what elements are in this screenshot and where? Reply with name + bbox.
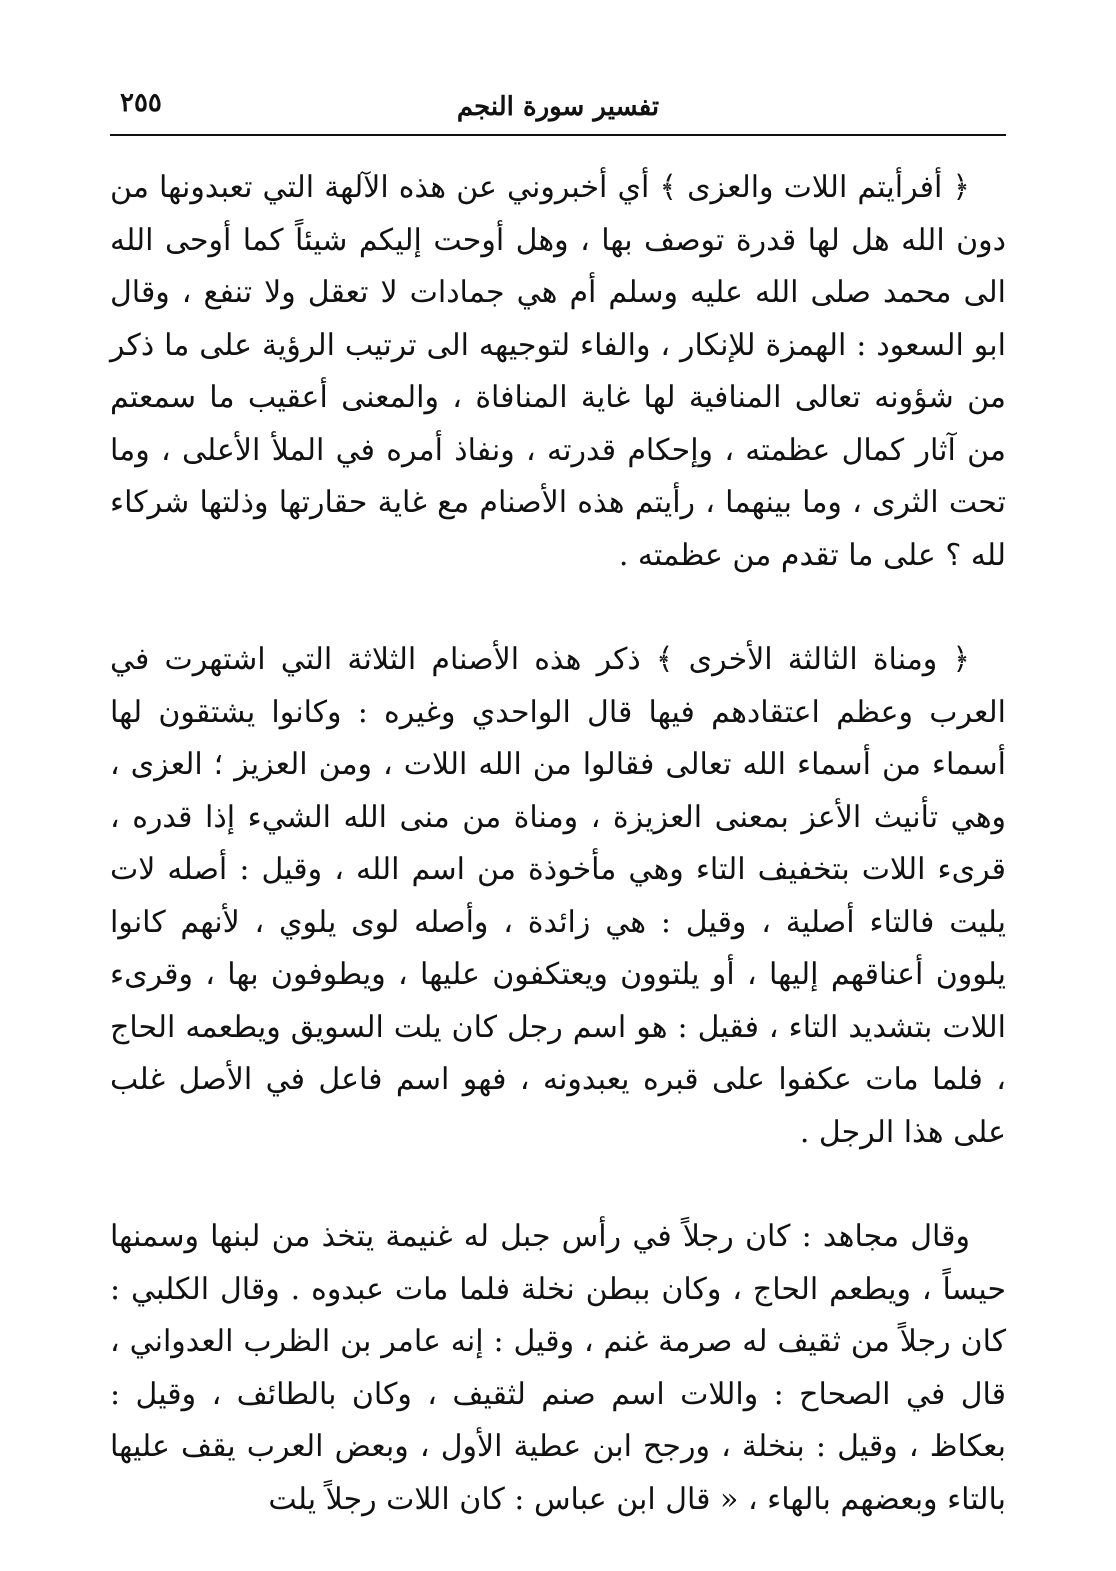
- paragraph-3: وقال مجاهد : كان رجلاً في رأس جبل له غنيمة يتخذ من لبنها وسمنها حيساً ، ويطعم الحاج ، وكان ببطن نخلة فلما مات عبدوه . وقال الكلبي : كان رجلاً من ثقيف له صرمة غنم ، وقيل : إنه عامر بن الظرب العدواني ، قال في الصحاح : واللات اسم صنم لثقيف ، وكان بالطائف ، وقيل : بعكاظ ، وقيل : بنخلة ، ورجح ابن عطية الأول ، وبعض العرب يقف عليها بالتاء وبعضهم بالهاء ، « قال ابن عباس : كان اللات رجلاً يلت: [110, 1219, 1006, 1517]
- page-header: [110, 82, 1006, 136]
- page-title: تفسير سورة النجم: [456, 92, 660, 122]
- paragraph-2: ﴿ ومناة الثالثة الأخرى ﴾ ذكر هذه الأصنام الثلاثة التي اشتهرت في العرب وعظم اعتقادهم فيها قال الواحدي وغيره : وكانوا يشتقون لها أسماء من أسماء الله تعالى فقالوا من الله اللات ، ومن العزيز ؛ العزى ، وهي تأنيث الأعز بمعنى العزيزة ، ومناة من منى الله الشيء إذا قدره ، قرىء اللات بتخفيف التاء وهي مأخوذة من اسم الله ، وقيل : أصله لات يليت فالتاء أصلية ، وقيل : هي زائدة ، وأصله لوى يلوي ، لأنهم كانوا يلوون أعناقهم إليها ، أو يلتوون ويعتكفون عليها ، ويطوفون بها ، وقرىء اللات بتشديد التاء ، فقيل : هو اسم رجل كان يلت السويق ويطعمه الحاج ، فلما مات عكفوا على قبره يعبدونه ، فهو اسم فاعل في الأصل غلب على هذا الرجل .: [110, 642, 1006, 1150]
- page-body: [110, 162, 1006, 1531]
- paragraph-1: ﴿ أفرأيتم اللات والعزى ﴾ أي أخبروني عن هذه الآلهة التي تعبدونها من دون الله هل لها قدرة توصف بها ، وهل أوحت إليكم شيئاً كما أوحى الله الى محمد صلى الله عليه وسلم أم هي جمادات لا تعقل ولا تنفع ، وقال ابو السعود : الهمزة للإنكار ، والفاء لتوجيهه الى ترتيب الرؤية على ما ذكر من شؤونه تعالى المنافية لها غاية المنافاة ، والمعنى أعقيب ما سمعتم من آثار كمال عظمته ، وإحكام قدرته ، ونفاذ أمره في الملأ الأعلى ، وما تحت الثرى ، وما بينهما ، رأيتم هذه الأصنام مع غاية حقارتها وذلتها شركاء لله ؟ على ما تقدم من عظمته .: [110, 170, 1006, 573]
- page-number: ٢٥٥: [120, 88, 162, 118]
